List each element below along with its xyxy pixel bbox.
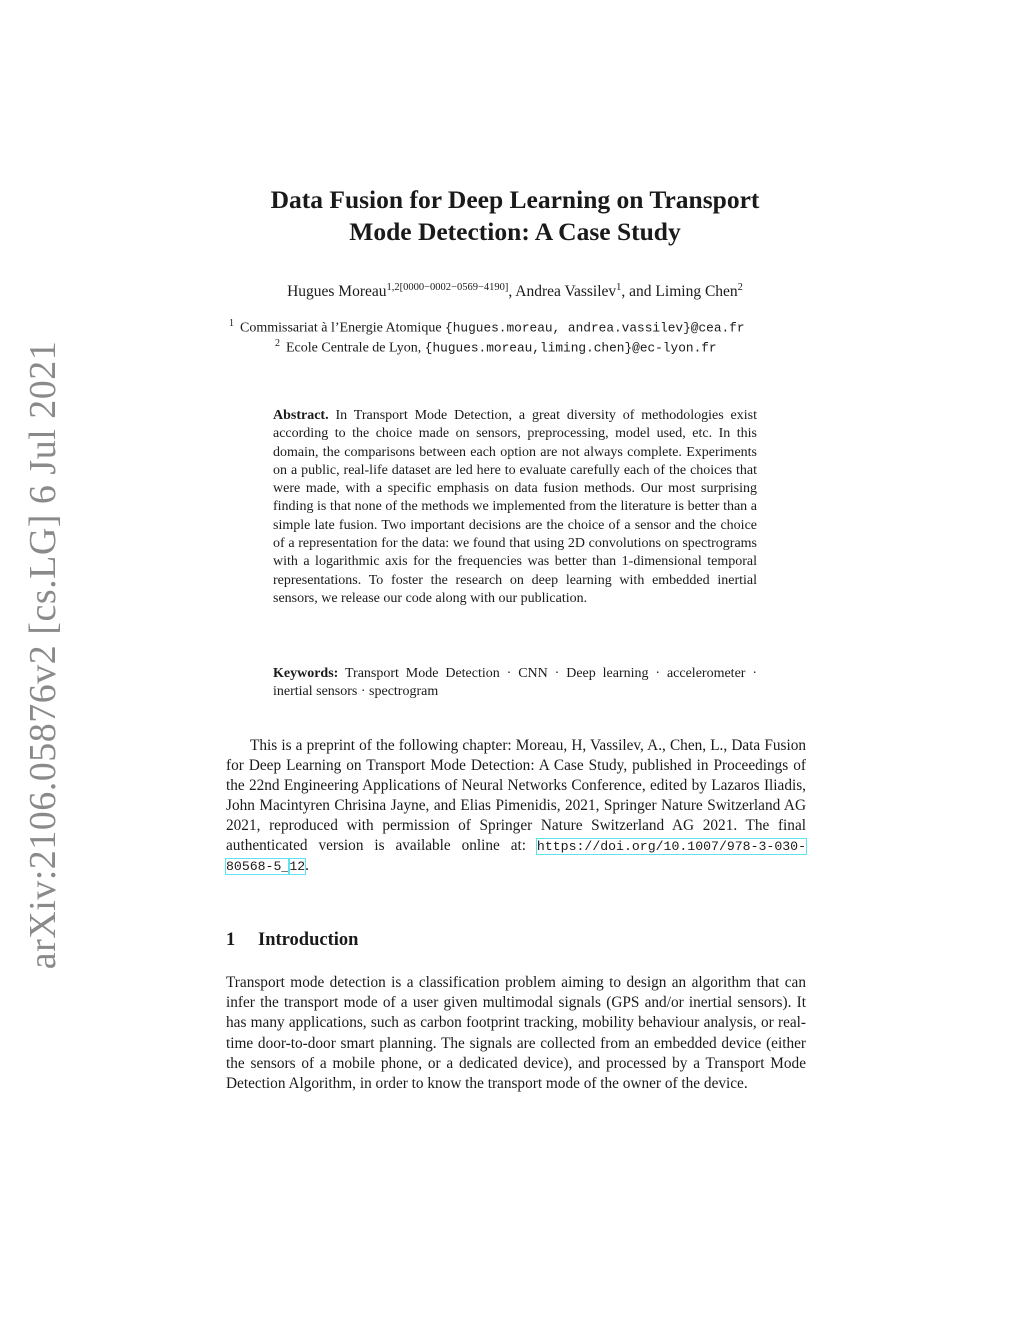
keywords-label: Keywords: — [273, 666, 339, 681]
paper-title-line-2: Mode Detection: A Case Study — [349, 217, 681, 246]
author-name: , Andrea Vassilev — [508, 283, 617, 301]
section-heading-introduction — [226, 930, 358, 951]
keywords — [273, 665, 757, 702]
abstract-label: Abstract. — [273, 408, 329, 423]
affiliation-name: Ecole Centrale de Lyon, — [286, 340, 425, 356]
author-list — [120, 282, 910, 301]
abstract — [273, 407, 757, 608]
preprint-notice-period: . — [305, 857, 309, 875]
author-affiliation-marker: 1,2[0000−0002−0569−4190] — [386, 282, 509, 293]
preprint-notice — [226, 736, 806, 877]
introduction-paragraph: Transport mode detection is a classification problem aiming to design an algorithm that can infer the transport mode of a user given multimodal signals (GPS and/or inertial sensors). It has many applications, such as carbon footprint tracking, mobility behaviour analysis, or real-time door-to-door smart planning. The signals are collected from an embedded device (either the sensors of a mobile phone, or a dedicated device), and processed by a Transport Mode Detection Algorithm, in order to know the transport mode of the owner of the device. — [226, 974, 806, 1093]
paper-title — [200, 184, 830, 248]
affiliation-name: Commissariat à l’Energie Atomique — [240, 320, 446, 336]
affiliation-email: {hugues.moreau,liming.chen}@ec-lyon.fr — [424, 340, 717, 356]
affiliation-email: {hugues.moreau, andrea.vassilev}@cea.fr — [445, 320, 745, 336]
author-name: , and Liming Chen — [621, 283, 738, 301]
affiliation-2 — [275, 338, 717, 357]
doi-link-continuation[interactable]: 12 — [289, 859, 306, 875]
affiliation-1 — [229, 318, 745, 337]
author-name: Hugues Moreau — [287, 283, 387, 301]
abstract-text: In Transport Mode Detection, a great diversity of methodologies exist according to the choice made on sensors, preprocessing, model used, etc. In this domain, the comparisons between each option are not always complete. Experiments on a public, real-life dataset are led here to evaluate carefully each of the choices that were made, with a specific emphasis on data fusion methods. Our most surprising finding is that none of the methods we implemented from the literature is better than a simple late fusion. Two important decisions are the choice of a sensor and the choice of a representation for the data: we found that using 2D convolutions on spectrograms with a logarithmic axis for the frequencies was better than 1-dimensional temporal representations. To foster the research on deep learning with embedded inertial sensors, we release our code along with our publication. — [273, 408, 757, 606]
author-affiliation-marker: 2 — [737, 282, 743, 293]
doi-link[interactable]: https://doi.org/10.1007/978-3-030-80568-5_ — [226, 838, 806, 875]
section-title: Introduction — [258, 930, 359, 950]
paper-title-line-1: Data Fusion for Deep Learning on Transport — [270, 185, 760, 214]
preprint-notice-text: This is a preprint of the following chapter: Moreau, H, Vassilev, A., Chen, L., Data Fusion for Deep Learning on Transport Mode Detection: A Case Study, published in Proceedings of the 22nd Engineering Applications of Neural Networks Conference, edited by Lazaros Iliadis, John Macintyren Chrisina Jayne, and Elias Pimenidis, 2021, Springer Nature Switzerland AG 2021, reproduced with permission of Springer Nature Switzerland AG 2021. The final authenticated version is available online at: — [226, 737, 806, 854]
arxiv-identifier-stamp: arXiv:2106.05876v2 [cs.LG] 6 Jul 2021 — [22, 340, 64, 970]
keywords-text: Transport Mode Detection · CNN · Deep learning · accelerometer · inertial sensors · spectrogram — [273, 666, 757, 700]
section-number: 1 — [226, 930, 236, 950]
author-affiliation-marker: 1 — [616, 282, 622, 293]
affiliation-number: 2 — [275, 338, 280, 349]
affiliation-number: 1 — [229, 318, 234, 329]
